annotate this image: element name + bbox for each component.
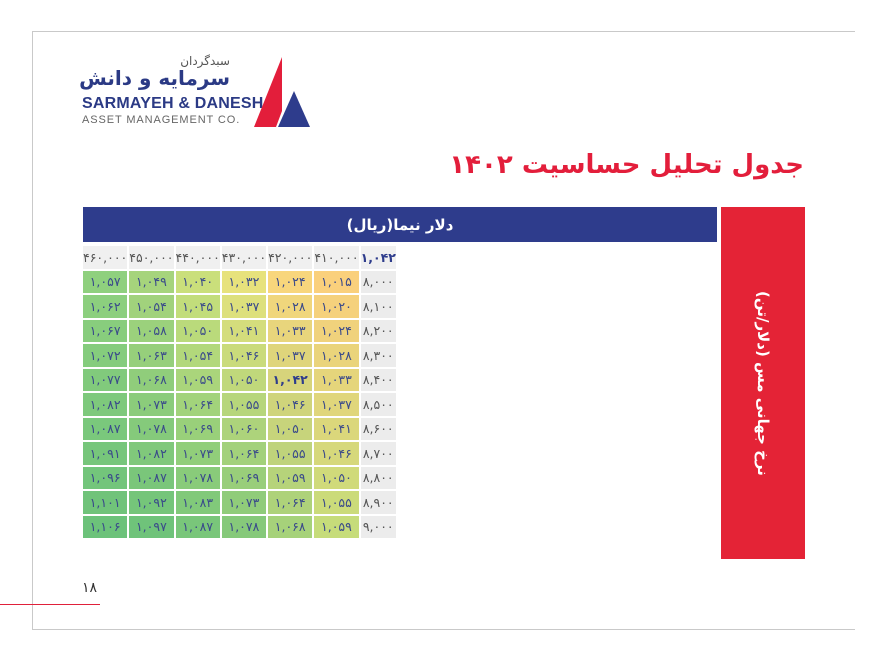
table-cell: ۱,۰۲۸ xyxy=(268,295,312,318)
table-cell: ۱,۰۶۹ xyxy=(222,467,266,490)
table-cell: ۱,۰۷۳ xyxy=(222,491,266,514)
page-title: جدول تحلیل حساسیت ۱۴۰۲ xyxy=(449,150,804,180)
company-logo xyxy=(79,52,312,132)
table-cell: ۱,۰۶۳ xyxy=(129,344,173,367)
table-row xyxy=(83,467,396,490)
table-cell: ۱,۰۷۸ xyxy=(222,516,266,539)
row-header: ۸,۸۰۰ xyxy=(361,467,396,490)
table-cell: ۱,۰۳۳ xyxy=(268,320,312,343)
table-cell: ۱,۰۷۲ xyxy=(83,344,127,367)
table-cell: ۱,۰۴۹ xyxy=(129,271,173,294)
table-cell: ۱,۰۷۸ xyxy=(176,467,220,490)
table-cell: ۱,۰۵۵ xyxy=(222,393,266,416)
table-cell: ۱,۰۵۵ xyxy=(268,442,312,465)
table-cell: ۱,۰۵۹ xyxy=(268,467,312,490)
table-cell: ۱,۰۷۸ xyxy=(129,418,173,441)
page-number-rule xyxy=(0,604,100,605)
table-cell: ۱,۰۳۷ xyxy=(314,393,358,416)
table-row xyxy=(83,369,396,392)
table-cell: ۱,۰۲۴ xyxy=(314,320,358,343)
table-cell: ۱,۱۰۶ xyxy=(83,516,127,539)
table-cell: ۱,۰۷۳ xyxy=(176,442,220,465)
row-title: نرخ جهانی مس (دلار/تن) xyxy=(754,290,772,476)
table-cell: ۱,۰۹۲ xyxy=(129,491,173,514)
row-title-bar xyxy=(721,207,805,559)
row-header: ۸,۱۰۰ xyxy=(361,295,396,318)
table-cell: ۱,۰۴۶ xyxy=(222,344,266,367)
table-cell: ۱,۰۳۷ xyxy=(268,344,312,367)
table-cell: ۱,۰۵۰ xyxy=(222,369,266,392)
table-cell: ۱,۰۸۲ xyxy=(129,442,173,465)
frame-left-line xyxy=(32,31,33,629)
table-cell: ۱,۰۶۸ xyxy=(268,516,312,539)
frame-top-line xyxy=(32,31,855,32)
table-cell: ۱,۰۸۲ xyxy=(83,393,127,416)
table-cell: ۱,۰۳۷ xyxy=(222,295,266,318)
table-row xyxy=(83,516,396,539)
table-cell: ۱,۰۵۹ xyxy=(176,369,220,392)
table-cell: ۱,۰۴۱ xyxy=(314,418,358,441)
row-header: ۸,۵۰۰ xyxy=(361,393,396,416)
data-grid xyxy=(81,244,398,540)
logo-en-subtitle: ASSET MANAGEMENT CO. xyxy=(82,114,241,126)
table-cell: ۱,۰۳۳ xyxy=(314,369,358,392)
column-header: ۴۳۰,۰۰۰ xyxy=(222,246,266,269)
row-header: ۸,۶۰۰ xyxy=(361,418,396,441)
table-cell: ۱,۰۵۷ xyxy=(83,271,127,294)
table-row xyxy=(83,320,396,343)
table-cell: ۱,۰۶۷ xyxy=(83,320,127,343)
corner-value: ۱,۰۴۲ xyxy=(361,246,396,269)
table-cell: ۱,۰۶۴ xyxy=(268,491,312,514)
table-cell: ۱,۰۶۲ xyxy=(83,295,127,318)
table-cell: ۱,۰۵۵ xyxy=(314,491,358,514)
column-header: ۴۱۰,۰۰۰ xyxy=(314,246,358,269)
logo-fa-name: سرمایه و دانش xyxy=(79,66,230,90)
column-header: ۴۶۰,۰۰۰ xyxy=(83,246,127,269)
column-header-row xyxy=(83,246,396,269)
table-cell: ۱,۰۶۴ xyxy=(222,442,266,465)
row-header: ۸,۴۰۰ xyxy=(361,369,396,392)
table-cell: ۱,۰۴۲ xyxy=(268,369,312,392)
table-cell: ۱,۰۵۰ xyxy=(268,418,312,441)
table-cell: ۱,۰۴۶ xyxy=(268,393,312,416)
table-cell: ۱,۰۹۱ xyxy=(83,442,127,465)
table-row xyxy=(83,295,396,318)
table-cell: ۱,۰۳۲ xyxy=(222,271,266,294)
table-cell: ۱,۰۶۹ xyxy=(176,418,220,441)
column-header: ۴۵۰,۰۰۰ xyxy=(129,246,173,269)
row-header: ۸,۷۰۰ xyxy=(361,442,396,465)
table-cell: ۱,۰۸۷ xyxy=(176,516,220,539)
table-cell: ۱,۰۶۰ xyxy=(222,418,266,441)
table-cell: ۱,۰۸۳ xyxy=(176,491,220,514)
table-cell: ۱,۰۴۰ xyxy=(176,271,220,294)
column-header: ۴۲۰,۰۰۰ xyxy=(268,246,312,269)
table-cell: ۱,۰۶۸ xyxy=(129,369,173,392)
logo-en-name: SARMAYEH & DANESH xyxy=(82,95,264,112)
column-header: ۴۴۰,۰۰۰ xyxy=(176,246,220,269)
table-row xyxy=(83,271,396,294)
table-cell: ۱,۰۴۵ xyxy=(176,295,220,318)
row-header: ۸,۲۰۰ xyxy=(361,320,396,343)
table-cell: ۱,۰۲۰ xyxy=(314,295,358,318)
table-row xyxy=(83,491,396,514)
table-cell: ۱,۱۰۱ xyxy=(83,491,127,514)
table-row xyxy=(83,344,396,367)
table-cell: ۱,۰۴۶ xyxy=(314,442,358,465)
table-cell: ۱,۰۷۳ xyxy=(129,393,173,416)
table-cell: ۱,۰۲۸ xyxy=(314,344,358,367)
page-number: ۱۸ xyxy=(82,580,98,596)
table-cell: ۱,۰۵۹ xyxy=(314,516,358,539)
table-row xyxy=(83,393,396,416)
table-row xyxy=(83,442,396,465)
table-cell: ۱,۰۵۸ xyxy=(129,320,173,343)
row-header: ۸,۰۰۰ xyxy=(361,271,396,294)
table-cell: ۱,۰۸۷ xyxy=(129,467,173,490)
row-header: ۹,۰۰۰ xyxy=(361,516,396,539)
table-cell: ۱,۰۱۵ xyxy=(314,271,358,294)
table-cell: ۱,۰۵۴ xyxy=(129,295,173,318)
table-cell: ۱,۰۹۷ xyxy=(129,516,173,539)
frame-bottom-line xyxy=(32,629,855,630)
table-cell: ۱,۰۶۴ xyxy=(176,393,220,416)
table-cell: ۱,۰۴۱ xyxy=(222,320,266,343)
table-cell: ۱,۰۹۶ xyxy=(83,467,127,490)
table-cell: ۱,۰۵۰ xyxy=(176,320,220,343)
column-title-bar: دلار نیما(ریال) xyxy=(83,207,717,242)
table-cell: ۱,۰۵۰ xyxy=(314,467,358,490)
row-header: ۸,۹۰۰ xyxy=(361,491,396,514)
table-cell: ۱,۰۷۷ xyxy=(83,369,127,392)
table-cell: ۱,۰۲۴ xyxy=(268,271,312,294)
table-cell: ۱,۰۸۷ xyxy=(83,418,127,441)
row-header: ۸,۳۰۰ xyxy=(361,344,396,367)
logo-fa-subtitle: سبدگردان xyxy=(180,54,230,68)
table-cell: ۱,۰۵۴ xyxy=(176,344,220,367)
table-row xyxy=(83,418,396,441)
logo-mark-icon xyxy=(254,57,310,127)
